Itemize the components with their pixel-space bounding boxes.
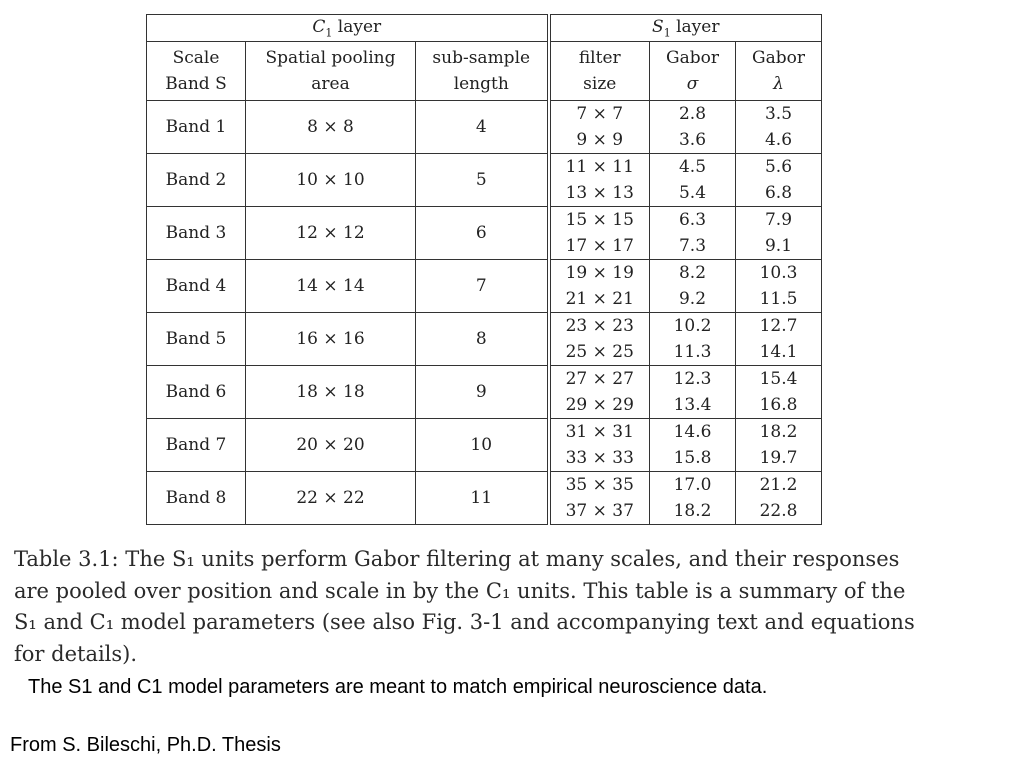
gabor-lambda-cell xyxy=(736,207,822,260)
band-cell: Band 8 xyxy=(147,472,246,525)
spatial-pooling-header: Spatial pooling area xyxy=(246,42,416,101)
gabor-lambda-cell-value: 10.3 xyxy=(759,263,798,283)
gabor-sigma-cell-value: 7.3 xyxy=(678,236,707,256)
gabor-sigma-cell xyxy=(650,419,736,472)
pooling-area-cell: 14 × 14 xyxy=(246,260,416,313)
caption-line: are pooled over position and scale in by the C₁ units. This table is a summary of the xyxy=(14,578,906,603)
filter-size-cell-value: 29 × 29 xyxy=(565,395,634,415)
filter-size-cell-value: 31 × 31 xyxy=(565,422,634,442)
gabor-lambda-cell xyxy=(736,101,822,154)
pooling-area-cell: 18 × 18 xyxy=(246,366,416,419)
pooling-area-cell: 10 × 10 xyxy=(246,154,416,207)
gabor-lambda-cell-value: 3.5 xyxy=(764,104,793,124)
gabor-lambda-cell-value: 19.7 xyxy=(759,448,798,468)
gabor-lambda-cell-value: 12.7 xyxy=(759,316,798,336)
gabor-sigma-cell xyxy=(650,101,736,154)
caption-line: for details). xyxy=(14,641,138,666)
filter-size-cell xyxy=(549,472,650,525)
gabor-lambda-cell-value: 15.4 xyxy=(759,369,798,389)
band-cell: Band 7 xyxy=(147,419,246,472)
table-row xyxy=(147,154,822,207)
gabor-sigma-cell-value: 11.3 xyxy=(673,342,712,362)
gabor-sigma-cell-value: 4.5 xyxy=(678,157,707,177)
gabor-sigma-cell-value: 13.4 xyxy=(673,395,712,415)
gabor-sigma-cell xyxy=(650,472,736,525)
gabor-sigma-cell-value: 5.4 xyxy=(678,183,707,203)
gabor-lambda-cell-value: 22.8 xyxy=(759,501,798,521)
subsample-cell: 5 xyxy=(416,154,549,207)
gabor-sigma-cell-value: 3.6 xyxy=(678,130,707,150)
caption-line: S₁ and C₁ model parameters (see also Fig. 3-1 and accompanying text and equations xyxy=(14,610,915,634)
subsample-cell: 4 xyxy=(416,101,549,154)
gabor-lambda-cell-value: 11.5 xyxy=(759,289,798,309)
band-cell: Band 5 xyxy=(147,313,246,366)
gabor-lambda-cell xyxy=(736,260,822,313)
gabor-sigma-cell-value: 18.2 xyxy=(673,501,712,521)
gabor-sigma-cell-value: 2.8 xyxy=(678,104,707,124)
table-row xyxy=(147,260,822,313)
gabor-sigma-cell-value: 14.6 xyxy=(673,422,712,442)
pooling-area-cell: 20 × 20 xyxy=(246,419,416,472)
gabor-sigma-cell xyxy=(650,260,736,313)
subsample-cell: 7 xyxy=(416,260,549,313)
filter-size-cell xyxy=(549,366,650,419)
table-row xyxy=(147,313,822,366)
table-row xyxy=(147,366,822,419)
gabor-sigma-cell xyxy=(650,154,736,207)
filter-size-cell-value: 35 × 35 xyxy=(565,475,634,495)
scale-band-header: Scale Band S xyxy=(147,42,246,101)
gabor-sigma-cell xyxy=(650,207,736,260)
filter-size-cell xyxy=(549,154,650,207)
table-row xyxy=(147,472,822,525)
gabor-lambda-cell xyxy=(736,154,822,207)
subsample-header: sub-sample length xyxy=(416,42,549,101)
pooling-area-cell: 12 × 12 xyxy=(246,207,416,260)
filter-size-cell-value: 17 × 17 xyxy=(565,236,634,256)
filter-size-cell-value: 27 × 27 xyxy=(565,369,634,389)
gabor-sigma-header: Gabor σ xyxy=(650,42,736,101)
filter-size-cell-value: 11 × 11 xyxy=(565,157,634,177)
filter-size-cell-value: 15 × 15 xyxy=(565,210,634,230)
filter-size-cell-value: 33 × 33 xyxy=(565,448,634,468)
gabor-lambda-cell-value: 18.2 xyxy=(759,422,798,442)
gabor-lambda-cell-value: 16.8 xyxy=(759,395,798,415)
pooling-area-cell: 22 × 22 xyxy=(246,472,416,525)
table-caption xyxy=(14,544,964,670)
gabor-sigma-cell-value: 12.3 xyxy=(673,369,712,389)
c1-layer-header: $C_1$ layer xyxy=(147,15,549,42)
s1-layer-header: $S_1$ layer xyxy=(549,15,822,42)
filter-size-cell-value: 23 × 23 xyxy=(565,316,634,336)
subsample-cell: 8 xyxy=(416,313,549,366)
filter-size-cell-value: 7 × 7 xyxy=(576,104,624,124)
band-cell: Band 1 xyxy=(147,101,246,154)
gabor-lambda-cell xyxy=(736,419,822,472)
gabor-lambda-cell-value: 6.8 xyxy=(764,183,793,203)
gabor-sigma-cell xyxy=(650,366,736,419)
gabor-lambda-cell xyxy=(736,366,822,419)
gabor-sigma-cell-value: 9.2 xyxy=(678,289,707,309)
filter-size-cell-value: 37 × 37 xyxy=(565,501,634,521)
gabor-lambda-cell-value: 9.1 xyxy=(764,236,793,256)
filter-size-cell-value: 13 × 13 xyxy=(565,183,634,203)
gabor-sigma-cell-value: 8.2 xyxy=(678,263,707,283)
filter-size-cell xyxy=(549,207,650,260)
band-cell: Band 2 xyxy=(147,154,246,207)
gabor-lambda-cell-value: 14.1 xyxy=(759,342,798,362)
subsample-cell: 6 xyxy=(416,207,549,260)
parameter-table xyxy=(146,14,822,525)
filter-size-cell xyxy=(549,419,650,472)
gabor-sigma-cell-value: 10.2 xyxy=(673,316,712,336)
slide-note: The S1 and C1 model parameters are meant to match empirical neuroscience data. xyxy=(28,676,768,698)
pooling-area-cell: 8 × 8 xyxy=(246,101,416,154)
filter-size-cell-value: 21 × 21 xyxy=(565,289,634,309)
gabor-sigma-cell-value: 17.0 xyxy=(673,475,712,495)
band-cell: Band 6 xyxy=(147,366,246,419)
table-row xyxy=(147,207,822,260)
gabor-lambda-header: Gabor λ xyxy=(736,42,822,101)
pooling-area-cell: 16 × 16 xyxy=(246,313,416,366)
gabor-sigma-cell-value: 6.3 xyxy=(678,210,707,230)
subsample-cell: 9 xyxy=(416,366,549,419)
band-cell: Band 4 xyxy=(147,260,246,313)
table-row xyxy=(147,419,822,472)
gabor-lambda-cell xyxy=(736,472,822,525)
subsample-cell: 10 xyxy=(416,419,549,472)
gabor-lambda-cell-value: 4.6 xyxy=(764,130,793,150)
subsample-cell: 11 xyxy=(416,472,549,525)
source-citation: From S. Bileschi, Ph.D. Thesis xyxy=(10,734,281,756)
parameter-table-container xyxy=(146,14,822,525)
gabor-sigma-cell xyxy=(650,313,736,366)
filter-size-cell xyxy=(549,260,650,313)
filter-size-cell-value: 9 × 9 xyxy=(576,130,624,150)
gabor-sigma-cell-value: 15.8 xyxy=(673,448,712,468)
table-row xyxy=(147,101,822,154)
gabor-lambda-cell-value: 7.9 xyxy=(764,210,793,230)
gabor-lambda-cell-value: 21.2 xyxy=(759,475,798,495)
gabor-lambda-cell-value: 5.6 xyxy=(764,157,793,177)
filter-size-cell-value: 25 × 25 xyxy=(565,342,634,362)
band-cell: Band 3 xyxy=(147,207,246,260)
filter-size-cell xyxy=(549,101,650,154)
filter-size-header: filter size xyxy=(549,42,650,101)
filter-size-cell-value: 19 × 19 xyxy=(565,263,634,283)
filter-size-cell xyxy=(549,313,650,366)
gabor-lambda-cell xyxy=(736,313,822,366)
caption-line: Table 3.1: The S₁ units perform Gabor filtering at many scales, and their responses xyxy=(14,547,900,571)
